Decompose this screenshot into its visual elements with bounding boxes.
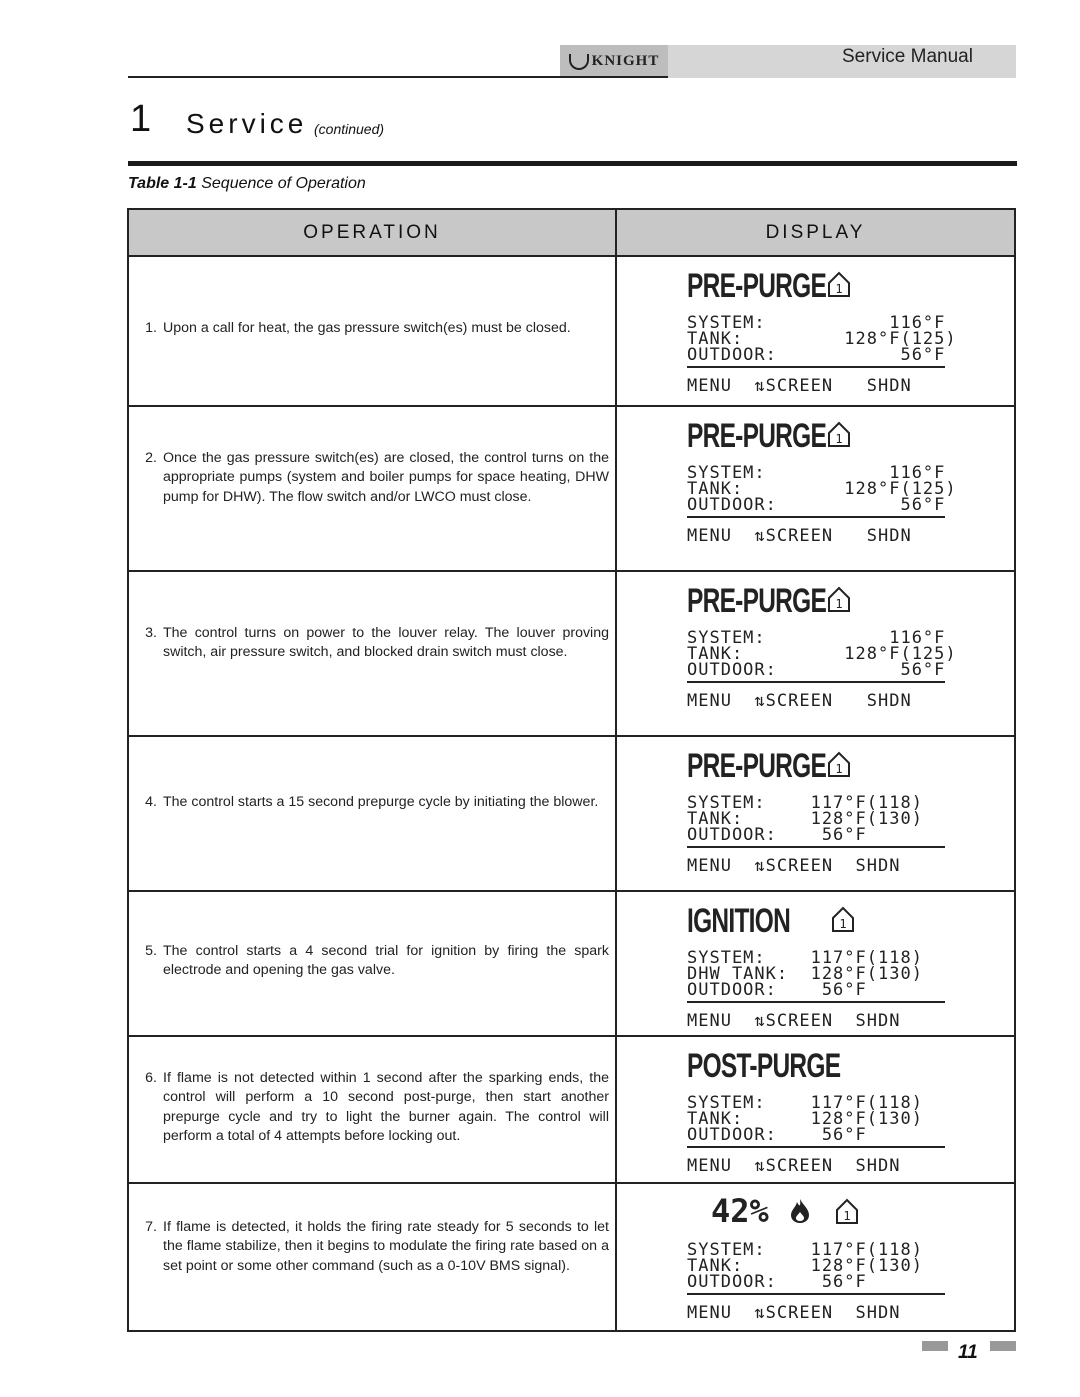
footer-bar-right [990,1341,1016,1351]
row-divider [129,890,1014,892]
operation-step [133,793,609,812]
operation-step [133,624,609,663]
lcd-line-3: OUTDOOR: 56°F [687,1125,867,1145]
table-caption-title: Sequence of Operation [201,175,366,192]
lcd-separator [687,846,945,848]
header-rule [128,76,668,78]
zone-number: 1 [835,597,843,611]
zone-house-icon [827,421,851,447]
step-number: 1. [145,320,157,336]
lcd-line-2: TANK: 128°F(130) [687,1256,923,1276]
section-title: Service [186,108,308,139]
lcd-line-3: OUTDOOR: 56°F [687,345,946,365]
operation-step [133,942,609,981]
lcd-mode-label: IGNITION [687,902,791,940]
lcd-mode-label: POST-PURGE [687,1047,841,1085]
step-text: Upon a call for heat, the gas pressure switch(es) must be closed. [163,320,571,336]
zone-number: 1 [843,1209,851,1223]
lcd-display [687,580,957,731]
zone-house-icon [835,1198,859,1224]
operation-step [133,1218,609,1276]
step-number: 7. [145,1219,157,1235]
lcd-display [687,745,957,886]
sequence-table [127,208,1016,1332]
lcd-display [687,415,957,566]
lcd-footer: MENU ⇅SCREEN SHDN [687,1011,901,1031]
lcd-mode-label: 42% [711,1192,769,1230]
logo-emblem-icon [569,54,589,70]
lcd-mode-label: PRE-PURGE [687,747,827,785]
zone-number: 1 [839,917,847,931]
zone-number: 1 [835,432,843,446]
lcd-line-2: TANK: 128°F(125) [687,644,957,664]
lcd-display [687,1192,957,1326]
lcd-line-1: SYSTEM: 117°F(118) [687,948,923,968]
section-number: 1 [130,98,152,140]
lcd-line-3: OUTDOOR: 56°F [687,495,946,515]
table-caption-label: Table 1-1 [128,175,197,192]
step-text: The control starts a 4 second trial for ignition by firing the spark electrode and opening the gas valve. [163,943,609,979]
lcd-line-3: OUTDOOR: 56°F [687,660,946,680]
column-divider [615,210,617,1330]
lcd-display [687,900,957,1031]
row-divider [129,1035,1014,1037]
lcd-display [687,1045,957,1178]
zone-house-icon [827,751,851,777]
step-text: The control starts a 15 second prepurge cycle by initiating the blower. [163,794,599,810]
row-divider [129,1182,1014,1184]
col-header-display: DISPLAY [765,222,866,243]
step-text: If flame is detected, it holds the firing rate steady for 5 seconds to let the flame stabilize, then it begins to modulate the firing rate based on a set point or some other command (such as a 0-10V BMS signal). [163,1219,609,1274]
table-header [129,210,1014,257]
lcd-separator [687,516,945,518]
flame-icon [789,1198,811,1224]
row-divider [129,405,1014,407]
lcd-line-1: SYSTEM: 116°F [687,628,946,648]
zone-house-icon [831,906,855,932]
lcd-separator [687,366,945,368]
lcd-line-1: SYSTEM: 117°F(118) [687,1093,923,1113]
lcd-footer: MENU ⇅SCREEN SHDN [687,1156,901,1176]
lcd-footer: MENU ⇅SCREEN SHDN [687,526,912,546]
lcd-line-3: OUTDOOR: 56°F [687,980,867,1000]
footer-bar-left [922,1341,948,1351]
lcd-line-2: TANK: 128°F(130) [687,1109,923,1129]
lcd-footer: MENU ⇅SCREEN SHDN [687,1303,901,1323]
step-number: 3. [145,625,157,641]
lcd-line-2: TANK: 128°F(125) [687,479,957,499]
step-text: The control turns on power to the louver relay. The louver proving switch, air pressure switch, and blocked drain switch must close. [163,625,609,661]
zone-house-icon [827,271,851,297]
zone-number: 1 [835,762,843,776]
row-divider [129,570,1014,572]
lcd-line-1: SYSTEM: 117°F(118) [687,1240,923,1260]
lcd-separator [687,1293,945,1295]
lcd-mode-label: PRE-PURGE [687,417,827,455]
lcd-line-2: DHW TANK: 128°F(130) [687,964,923,984]
operation-step [133,1069,609,1146]
lcd-line-3: OUTDOOR: 56°F [687,1272,867,1292]
manual-title: Service Manual [842,46,973,67]
lcd-footer: MENU ⇅SCREEN SHDN [687,856,901,876]
lcd-display [687,265,957,401]
section-continued: (continued) [314,121,385,137]
row-divider [129,735,1014,737]
step-number: 6. [145,1070,157,1086]
lcd-line-1: SYSTEM: 116°F [687,313,946,333]
lcd-mode-label: PRE-PURGE [687,582,827,620]
zone-number: 1 [835,282,843,296]
lcd-separator [687,681,945,683]
col-header-operation: OPERATION [303,222,441,243]
page-number: 11 [958,1342,978,1363]
step-number: 2. [145,450,157,466]
step-text: If flame is not detected within 1 second after the sparking ends, the control will perform a 10 second post-purge, then start another prepurge cycle and try to light the burner again. The control will perform a total of 4 attempts before locking out. [163,1070,609,1144]
step-text: Once the gas pressure switch(es) are closed, the control turns on the appropriate pumps (system and boiler pumps for space heating, DHW pump for DHW). The flow switch and/or LWCO must close. [163,450,609,505]
operation-step [133,449,609,507]
lcd-line-2: TANK: 128°F(125) [687,329,957,349]
step-number: 4. [145,794,157,810]
logo-text: KNIGHT [591,53,660,69]
section-rule [128,161,1017,166]
table-caption [128,175,366,193]
lcd-footer: MENU ⇅SCREEN SHDN [687,691,912,711]
lcd-separator [687,1146,945,1148]
lcd-footer: MENU ⇅SCREEN SHDN [687,376,912,396]
zone-house-icon [827,586,851,612]
lcd-line-2: TANK: 128°F(130) [687,809,923,829]
lcd-line-3: OUTDOOR: 56°F [687,825,867,845]
operation-step [133,319,609,338]
brand-logo [560,45,668,78]
step-number: 5. [145,943,157,959]
lcd-separator [687,1001,945,1003]
lcd-line-1: SYSTEM: 116°F [687,463,946,483]
lcd-line-1: SYSTEM: 117°F(118) [687,793,923,813]
lcd-mode-label: PRE-PURGE [687,267,827,305]
